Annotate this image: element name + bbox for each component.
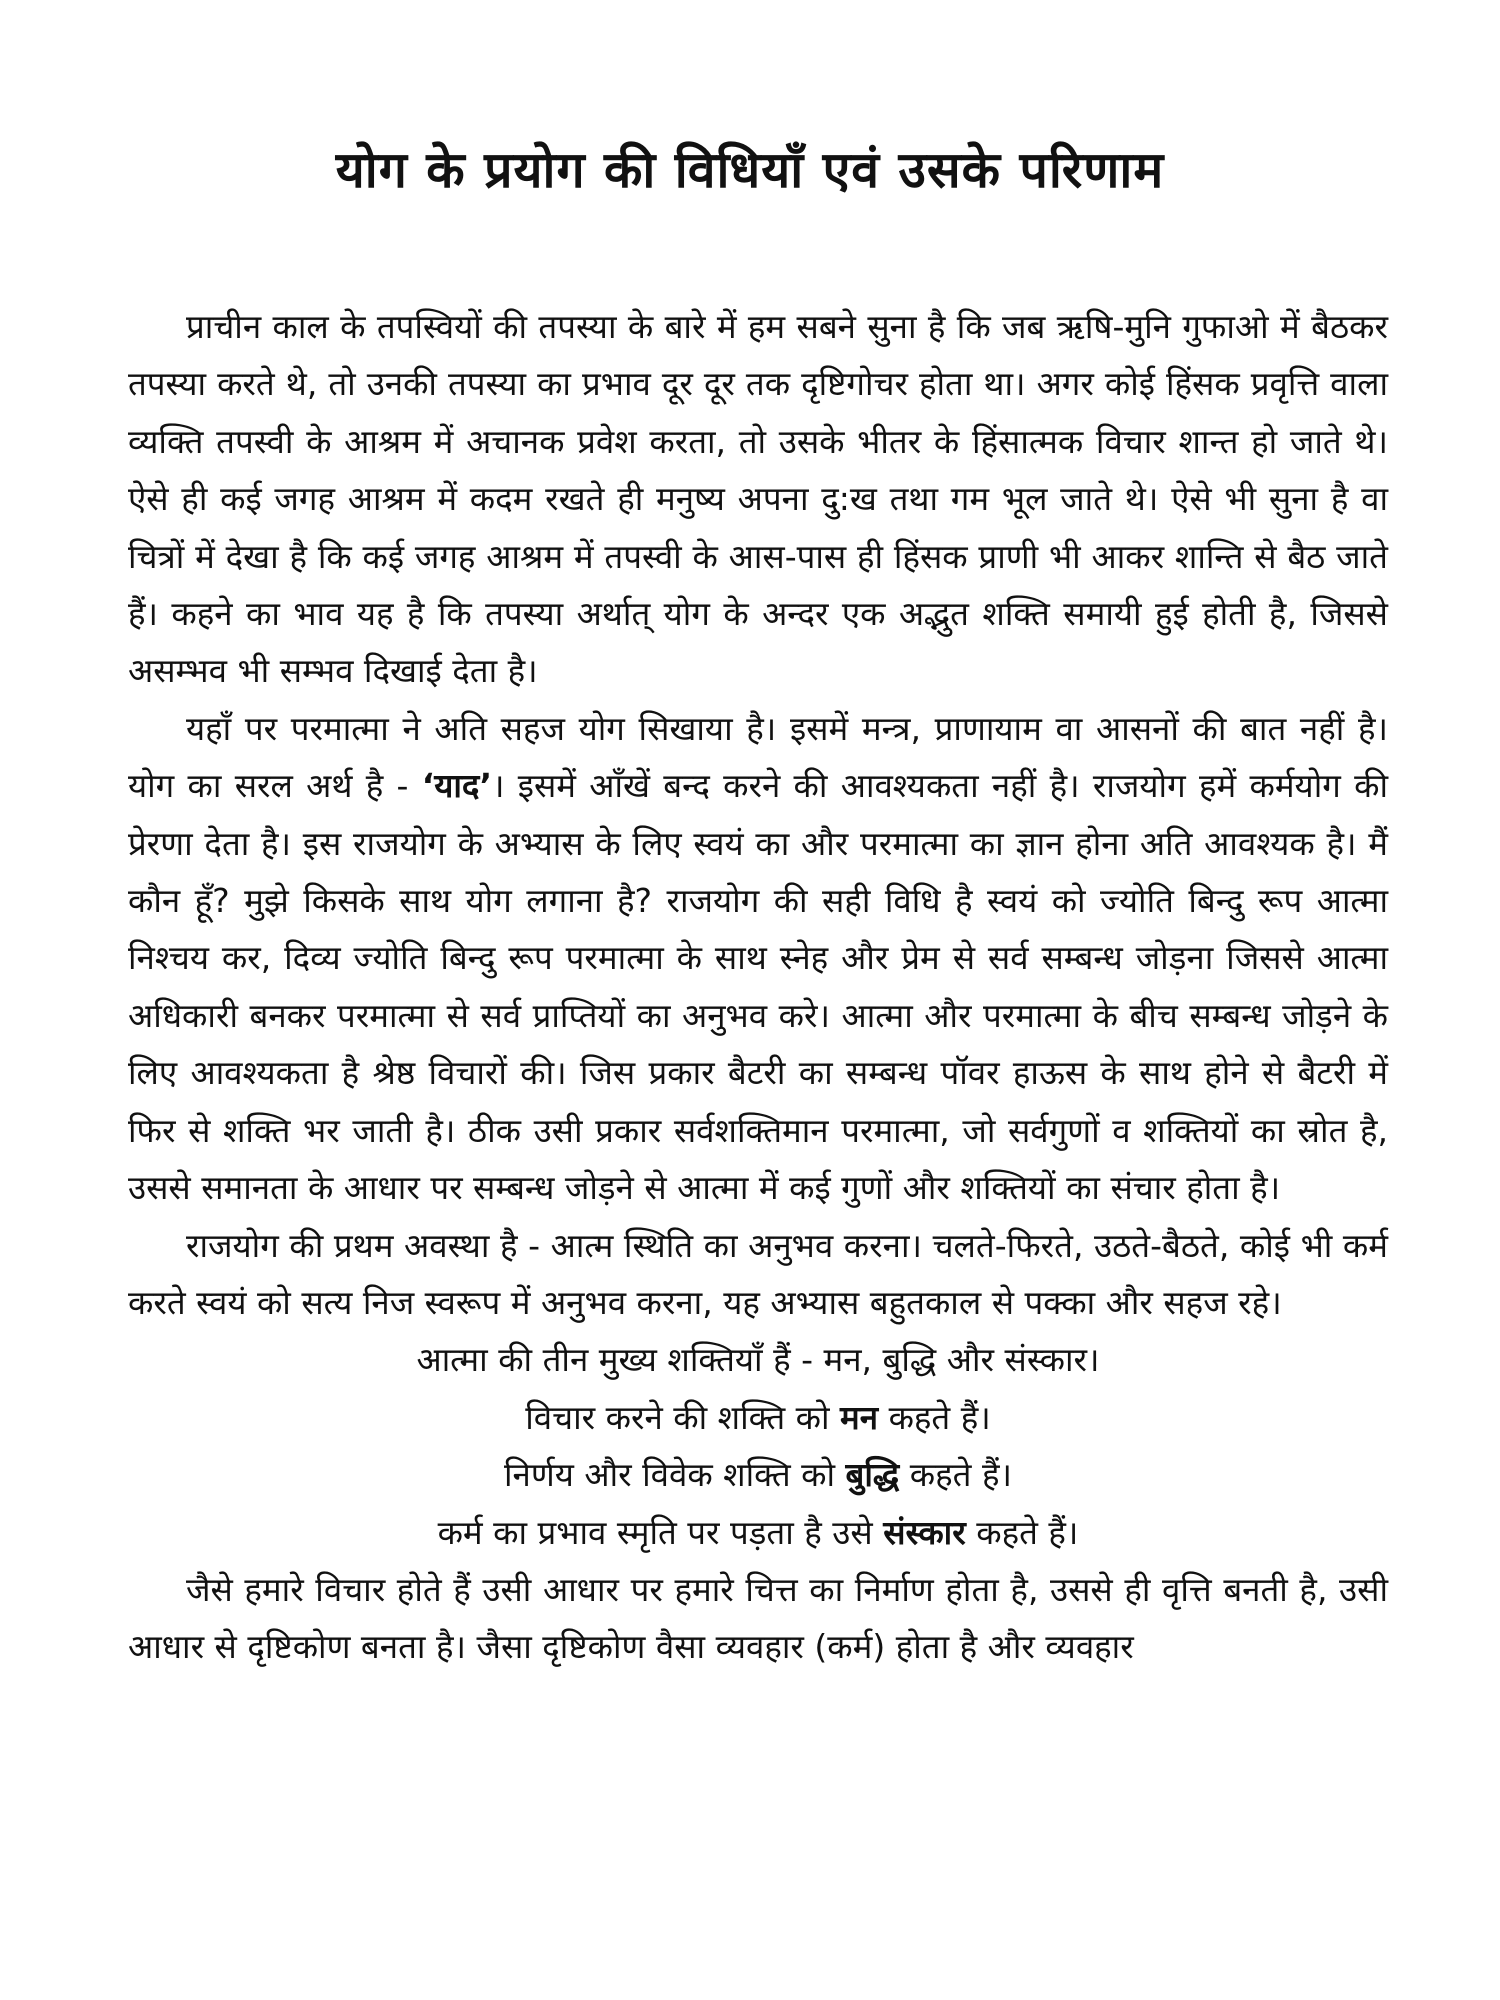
term-sanskar: संस्कार <box>883 1512 966 1552</box>
centered-line-3-before: निर्णय और विवेक शक्ति को <box>504 1455 846 1495</box>
centered-line-3-after: कहते हैं। <box>899 1455 1012 1495</box>
term-mann: मन <box>840 1397 879 1437</box>
centered-line-2 <box>128 1389 1388 1446</box>
centered-line-4-before: कर्म का प्रभाव स्मृति पर पड़ता है उसे <box>437 1512 884 1552</box>
paragraph-2 <box>128 700 1388 1217</box>
paragraph-2-part-2: । इसमें आँखें बन्द करने की आवश्यकता नहीं है। राजयोग हमें कर्मयोग की प्रेरणा देता है। इस राजयोग के अभ्यास के लिए स्वयं का और परमात्मा का ज्ञान होना अति आवश्यक है। मैं कौन हूँ? मुझे किसके साथ योग लगाना है? राजयोग की सही विधि है स्वयं को ज्योति बिन्दु रूप आत्मा निश्चय कर, दिव्य ज्योति बिन्दु रूप परमात्मा के साथ स्नेह और प्रेम से सर्व सम्बन्ध जोड़ना जिससे आत्मा अधिकारी बनकर परमात्मा से सर्व प्राप्तियों का अनुभव करे। आत्मा और परमात्मा के बीच सम्बन्ध जोड़ने के लिए आवश्यकता है श्रेष्ठ विचारों की। जिस प्रकार बैटरी का सम्बन्ध पॉवर हाऊस के साथ होने से बैटरी में फिर से शक्ति भर जाती है। ठीक उसी प्रकार सर्वशक्तिमान परमात्मा, जो सर्वगुणों व शक्तियों का स्रोत है, उससे समानता के आधार पर सम्बन्ध जोड़ने से आत्मा में कई गुणों और शक्तियों का संचार होता है। <box>128 766 1388 1208</box>
centered-line-4 <box>128 1504 1388 1561</box>
paragraph-2-part-1: यहाँ पर परमात्मा ने अति सहज योग सिखाया है। इसमें मन्त्र, प्राणायाम वा आसनों की बात नहीं है। योग का सरल अर्थ है - <box>128 708 1388 806</box>
term-buddhi: बुद्धि <box>845 1455 900 1495</box>
paragraph-1: प्राचीन काल के तपस्वियों की तपस्या के बारे में हम सबने सुना है कि जब ऋषि-मुनि गुफाओ में बैठकर तपस्या करते थे, तो उनकी तपस्या का प्रभाव दूर दूर तक दृष्टिगोचर होता था। अगर कोई हिंसक प्रवृत्ति वाला व्यक्ति तपस्वी के आश्रम में अचानक प्रवेश करता, तो उसके भीतर के हिंसात्मक विचार शान्त हो जाते थे। ऐसे ही कई जगह आश्रम में कदम रखते ही मनुष्य अपना दु:ख तथा गम भूल जाते थे। ऐसे भी सुना है वा चित्रों में देखा है कि कई जगह आश्रम में तपस्वी के आस-पास ही हिंसक प्राणी भी आकर शान्ति से बैठ जाते हैं। कहने का भाव यह है कि तपस्या अर्थात् योग के अन्दर एक अद्भुत शक्ति समायी हुई होती है, जिससे असम्भव भी सम्भव दिखाई देता है। <box>128 307 1388 691</box>
centered-line-2-before: विचार करने की शक्ति को <box>525 1397 841 1437</box>
centered-line-1: आत्मा की तीन मुख्य शक्तियाँ हैं - मन, बुद्धि और संस्कार। <box>416 1340 1100 1380</box>
paragraph-4: जैसे हमारे विचार होते हैं उसी आधार पर हमारे चित्त का निर्माण होता है, उससे ही वृत्ति बनती है, उसी आधार से दृष्टिकोण बनता है। जैसा दृष्टिकोण वैसा व्यवहार (कर्म) होता है और व्यवहार <box>128 1569 1388 1667</box>
centered-line-4-after: कहते हैं। <box>965 1512 1079 1552</box>
yaad-term: ‘याद’ <box>421 766 492 806</box>
page-title: योग के प्रयोग की विधियाँ एवं उसके परिणाम <box>335 141 1165 199</box>
centered-line-2-after: कहते हैं। <box>878 1397 991 1437</box>
centered-line-3 <box>128 1446 1388 1503</box>
body-text <box>128 298 1388 1676</box>
paragraph-3: राजयोग की प्रथम अवस्था है - आत्म स्थिति का अनुभव करना। चलते-फिरते, उठते-बैठते, कोई भी कर्म करते स्वयं को सत्य निज स्वरूप में अनुभव करना, यह अभ्यास बहुतकाल से पक्का और सहज रहे। <box>128 1225 1388 1322</box>
